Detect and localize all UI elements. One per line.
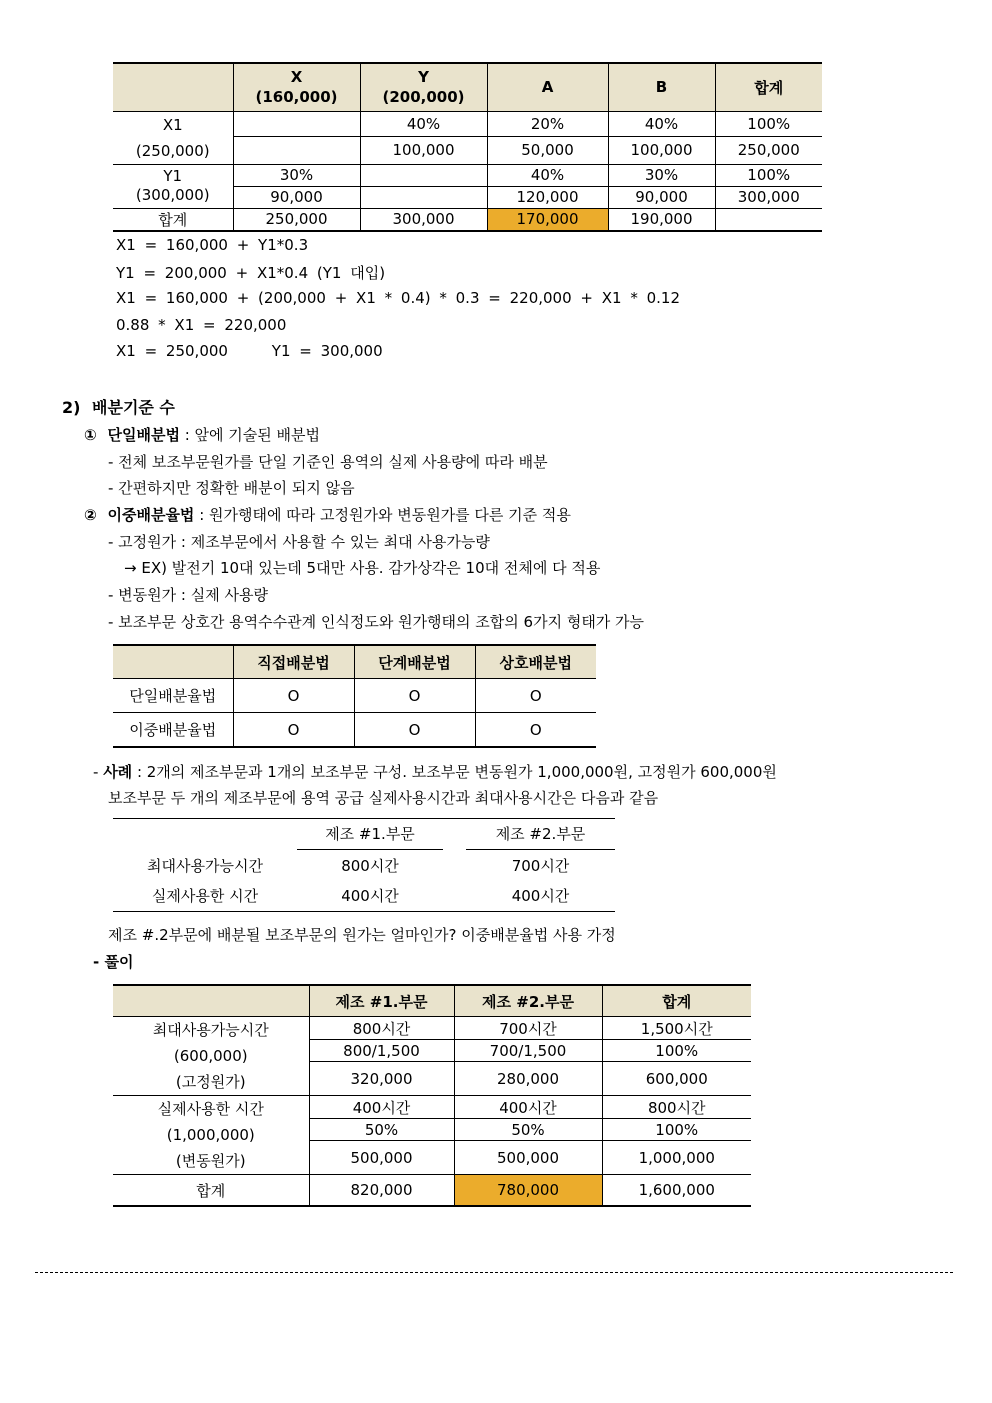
cell: 280,000 (454, 1062, 602, 1096)
cell: 50% (309, 1119, 454, 1141)
cell: 100% (602, 1119, 751, 1141)
header-step: 단계배분법 (354, 645, 475, 679)
cell: 90,000 (608, 186, 715, 208)
cell: 50,000 (487, 137, 608, 164)
cell: 700/1,500 (454, 1040, 602, 1062)
cell: 100% (602, 1040, 751, 1062)
row-label: 실제사용한 시간 (151, 886, 259, 905)
cell: 500,000 (309, 1141, 454, 1175)
equation-3: X1 = 160,000 + (200,000 + X1 * 0.4) * 0.3 = 220,000 + X1 * 0.12 (116, 289, 680, 307)
cell: 100% (715, 164, 822, 186)
cell: 600,000 (602, 1062, 751, 1096)
variable-cost-label: 실제사용한 시간 (1,000,000) (변동원가) (113, 1096, 309, 1175)
cell: 300,000 (715, 186, 822, 208)
total-y: 300,000 (360, 208, 487, 231)
item-dual-allocation: ② 이중배분율법 : 원가행태에 따라 고정원가와 변동원가를 다른 기준 적용 (84, 506, 571, 524)
equation-5: X1 = 250,000 Y1 = 300,000 (116, 342, 383, 360)
allocation-table (113, 62, 822, 232)
cell: 100,000 (360, 137, 487, 164)
cell: 800시간 (341, 856, 399, 875)
row-label: 최대사용가능시간 (147, 856, 263, 875)
cell: 800시간 (309, 1017, 454, 1040)
cell: 30% (233, 164, 360, 186)
spacer (443, 880, 466, 910)
total-x: 250,000 (233, 208, 360, 231)
equation-1: X1 = 160,000 + Y1*0.3 (116, 236, 309, 254)
header-b: B (608, 63, 715, 111)
header-total: 합계 (715, 63, 822, 111)
total-dept1: 820,000 (309, 1175, 454, 1207)
cell: 400시간 (454, 1096, 602, 1119)
total-empty (715, 208, 822, 231)
cell (233, 111, 360, 137)
cell: O (475, 679, 596, 713)
spacer (443, 848, 466, 880)
method-matrix-table (113, 644, 596, 748)
header-y: Y (200,000) (360, 63, 487, 111)
cell: 120,000 (487, 186, 608, 208)
row-label: 단일배분율법 (113, 679, 233, 713)
example-line-2: 보조부문 두 개의 제조부문에 용역 공급 실제사용시간과 최대사용시간은 다음과 같음 (108, 789, 659, 807)
cell: 800/1,500 (309, 1040, 454, 1062)
cell: 700시간 (454, 1017, 602, 1040)
header-dept1: 제조 #1.부문 (309, 985, 454, 1017)
row-label-x1: X1 (250,000) (113, 111, 233, 164)
header-dept1: 제조 #1.부문 (325, 824, 415, 843)
solution-label: - 풀이 (93, 953, 134, 971)
total-sum: 1,600,000 (602, 1175, 751, 1207)
example-line-1: - 사례 : 2개의 제조부문과 1개의 보조부문 구성. 보조부문 변동원가 1,000,000원, 고정원가 600,000원 (93, 763, 777, 781)
bullet: - 전체 보조부문원가를 단일 기준인 용역의 실제 사용량에 따라 배분 (108, 453, 548, 471)
page-divider (35, 1272, 953, 1273)
header-direct: 직접배분법 (233, 645, 354, 679)
header-reciprocal: 상호배분법 (475, 645, 596, 679)
cell: 320,000 (309, 1062, 454, 1096)
cell: 400시간 (309, 1096, 454, 1119)
cell: 40% (360, 111, 487, 137)
equation-2: Y1 = 200,000 + X1*0.4 (Y1 대입) (116, 264, 386, 282)
header-empty (113, 645, 233, 679)
total-label: 합계 (113, 1175, 309, 1207)
cell: 50% (454, 1119, 602, 1141)
bullet: - 변동원가 : 실제 사용량 (108, 586, 268, 604)
header-empty (113, 818, 297, 848)
cell: 100,000 (608, 137, 715, 164)
header-empty (113, 985, 309, 1017)
cell: 400시간 (341, 886, 399, 905)
cell: 100% (715, 111, 822, 137)
item-single-allocation: ① 단일배분법 : 앞에 기술된 배분법 (84, 426, 320, 444)
total-dept2-highlighted: 780,000 (454, 1175, 602, 1207)
row-label-y1: Y1 (300,000) (113, 164, 233, 208)
header-empty (113, 63, 233, 111)
table3-bottom-rule (113, 911, 615, 912)
cell: 800시간 (602, 1096, 751, 1119)
cell: 250,000 (715, 137, 822, 164)
question: 제조 #.2부문에 배분될 보조부문의 원가는 얼마인가? 이중배분율법 사용 가정 (108, 926, 616, 944)
header-a: A (487, 63, 608, 111)
cell (360, 186, 487, 208)
total-label: 합계 (113, 208, 233, 231)
cell: O (354, 713, 475, 748)
cell: O (354, 679, 475, 713)
section-heading: 2) 배분기준 수 (62, 398, 175, 417)
total-b: 190,000 (608, 208, 715, 231)
header-total: 합계 (602, 985, 751, 1017)
cell: O (475, 713, 596, 748)
cell: 400시간 (511, 886, 570, 905)
cell: 20% (487, 111, 608, 137)
equation-4: 0.88 * X1 = 220,000 (116, 316, 287, 334)
cell (233, 137, 360, 164)
cell: 90,000 (233, 186, 360, 208)
usage-hours-table (113, 818, 615, 910)
cell: 40% (608, 111, 715, 137)
cell: O (233, 713, 354, 748)
bullet: - 간편하지만 정확한 배분이 되지 않음 (108, 479, 355, 497)
bullet: → EX) 발전기 10대 있는데 5대만 사용. 감가상각은 10대 전체에 다 적용 (124, 559, 601, 577)
header-dept2: 제조 #2.부문 (454, 985, 602, 1017)
row-label: 이중배분율법 (113, 713, 233, 748)
total-a-highlighted: 170,000 (487, 208, 608, 231)
cell: 700시간 (511, 856, 570, 875)
cell (360, 164, 487, 186)
fixed-cost-label: 최대사용가능시간 (600,000) (고정원가) (113, 1017, 309, 1096)
cell: 1,500시간 (602, 1017, 751, 1040)
cell: O (233, 679, 354, 713)
header-x: X (160,000) (233, 63, 360, 111)
cell: 1,000,000 (602, 1141, 751, 1175)
bullet: - 보조부문 상호간 용역수수관계 인식정도와 원가행태의 조합의 6가지 형태가 가능 (108, 613, 645, 631)
cell: 30% (608, 164, 715, 186)
header-dept2: 제조 #2.부문 (495, 824, 586, 843)
solution-table (113, 984, 751, 1207)
cell: 40% (487, 164, 608, 186)
spacer (443, 818, 466, 848)
cell: 500,000 (454, 1141, 602, 1175)
bullet: - 고정원가 : 제조부문에서 사용할 수 있는 최대 사용가능량 (108, 533, 490, 551)
